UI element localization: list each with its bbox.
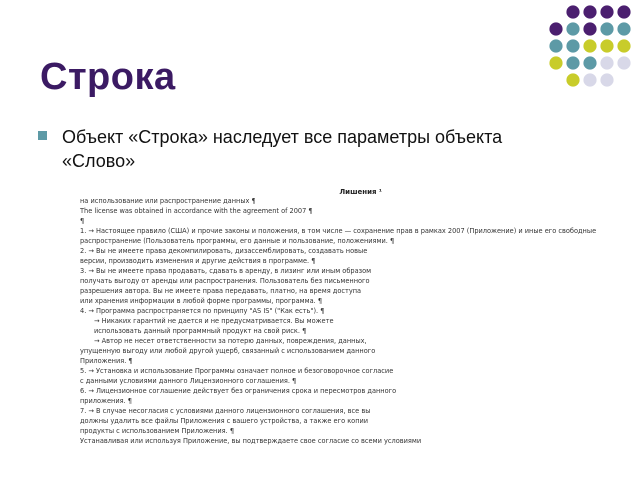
document-line: версии, производить изменения и другие действия в программе. ¶ [80, 257, 316, 265]
document-line: на использование или распространение данных ¶ [80, 197, 256, 205]
document-line: 7. → В случае несогласия с условиями данного лицензионного соглашения, все вы [80, 407, 371, 415]
bullet-text: Объект «Строка» наследует все параметры объекта «Слово» [62, 127, 503, 171]
decorative-dot [617, 39, 630, 52]
decorative-dot [566, 73, 579, 86]
document-line: Приложения. ¶ [80, 357, 133, 365]
document-line: 2. → Вы не имеете права декомпилировать, дизассемблировать, создавать новые [80, 247, 368, 255]
decorative-dot [583, 73, 596, 86]
decorative-dot [566, 22, 579, 35]
decorative-dot [583, 5, 596, 18]
document-line: должны удалить все файлы Приложения с вашего устройства, а также его копии [80, 417, 369, 425]
decorative-dot [549, 39, 562, 52]
document-line: использовать данный программный продукт на свой риск. ¶ [94, 327, 307, 335]
decorative-dot [617, 5, 630, 18]
document-line: ¶ [80, 217, 85, 225]
decorative-dot [600, 5, 613, 18]
slide-title: Строка [40, 56, 176, 98]
document-heading: Лишения ¹ [339, 188, 382, 196]
decorative-dot [583, 22, 596, 35]
document-line: распространение (Пользователь программы, его данные и пользование, положениями. ¶ [80, 237, 395, 245]
decorative-dot [549, 22, 562, 35]
document-line: 6. → Лицензионное соглашение действует без ограничения срока и пересмотров данного [80, 387, 397, 395]
decorative-dot [549, 56, 562, 69]
bullet-item [38, 125, 558, 173]
decorative-dot [566, 56, 579, 69]
decorative-dot [583, 39, 596, 52]
document-line: получать выгоду от аренды или распространения. Пользователь без письменного [80, 277, 370, 285]
decorative-dot [566, 5, 579, 18]
document-line: разрешения автора. Вы не имеете права передавать, платно, на время доступа [80, 287, 362, 295]
decorative-dot [600, 22, 613, 35]
decorative-dot [600, 73, 613, 86]
decorative-dot [600, 39, 613, 52]
document-line: 5. → Установка и использование Программы означает полное и безоговорочное согласие [80, 367, 394, 375]
document-line: 4. → Программа распространяется по принципу "AS IS" ("Как есть"). ¶ [80, 307, 325, 315]
decorative-dot [566, 39, 579, 52]
document-line: или хранения информации в любой форме программы, программа. ¶ [80, 297, 323, 305]
decorative-dot [617, 56, 630, 69]
document-scan-image [80, 188, 597, 448]
document-line: Устанавливая или используя Приложение, вы подтверждаете свое согласие со всеми условиями [80, 437, 422, 445]
document-line: 1. → Настоящее правило (США) и прочие законы и положения, в том числе — сохранение прав в рамках 2007 (Приложение) и иные его свободные [80, 227, 597, 235]
document-line: упущенную выгоду или любой другой ущерб, связанный с использованием данного [80, 347, 376, 355]
document-line: 3. → Вы не имеете права продавать, сдавать в аренду, в лизинг или иным образом [80, 267, 372, 275]
bullet-square-icon [38, 131, 47, 140]
decorative-dot [617, 22, 630, 35]
decorative-dot [600, 56, 613, 69]
document-line: приложения. ¶ [80, 397, 132, 405]
document-line: с данными условиями данного Лицензионного соглашения. ¶ [80, 377, 297, 385]
document-line: → Автор не несет ответственности за потерю данных, повреждения, данных, [94, 337, 367, 345]
document-line: продукты с использованием Приложения. ¶ [80, 427, 235, 435]
document-line: → Никаких гарантий не дается и не предусматривается. Вы можете [94, 317, 334, 325]
decorative-dot [583, 56, 596, 69]
document-line: The license was obtained in accordance with the agreement of 2007 ¶ [80, 207, 313, 215]
